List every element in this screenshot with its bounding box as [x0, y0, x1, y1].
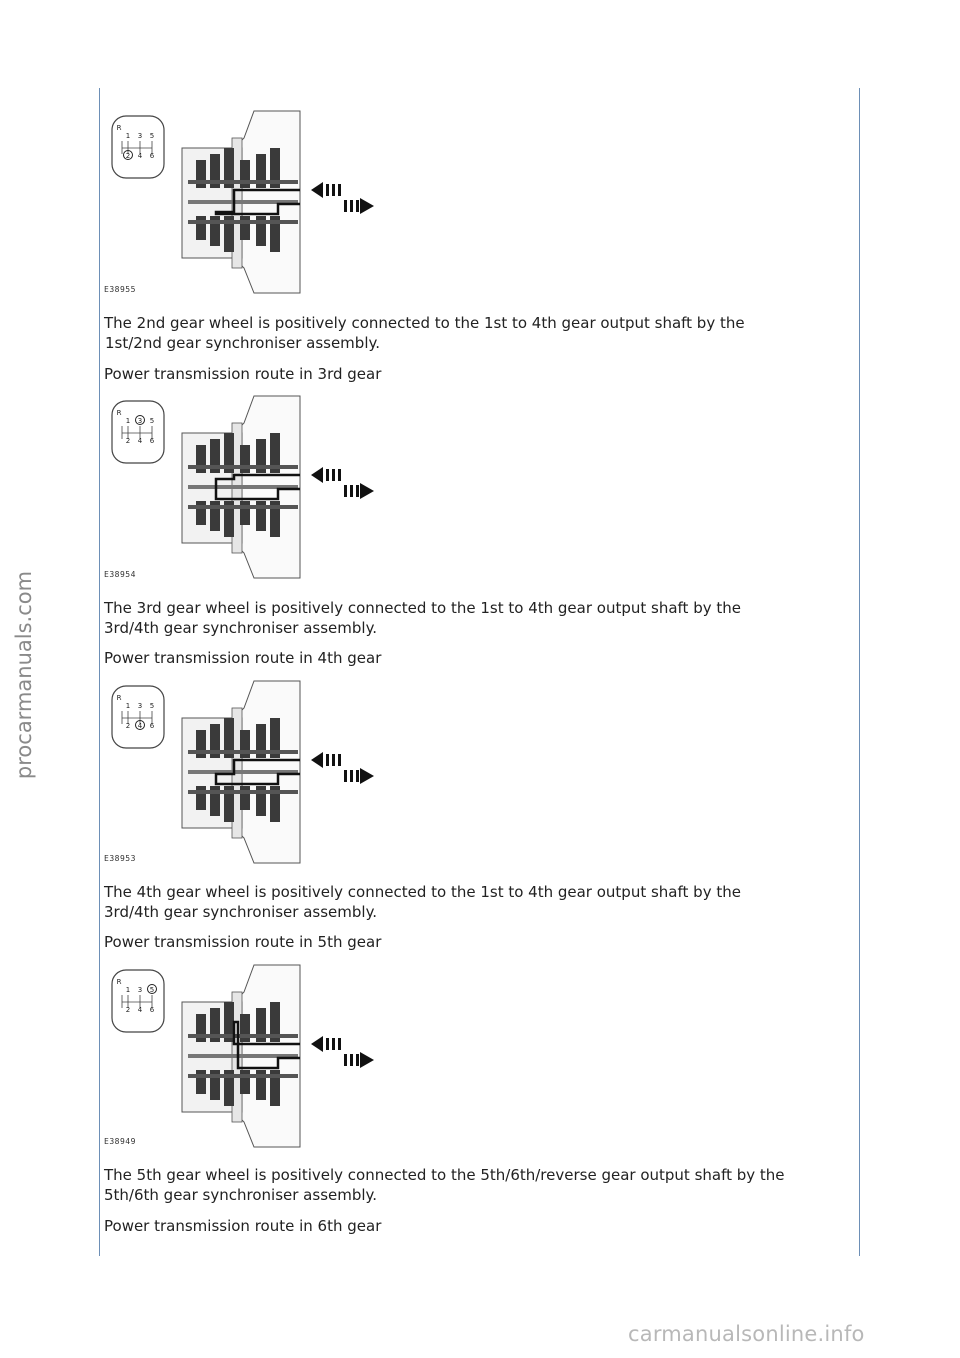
shift-label: 2: [125, 722, 131, 730]
figure-code: E38954: [104, 570, 136, 579]
shift-label: 5: [149, 986, 155, 994]
shift-label: 4: [137, 152, 143, 160]
section-heading: Power transmission route in 3rd gear: [104, 365, 382, 383]
shift-label: 5: [149, 132, 155, 140]
shift-label: 1: [125, 702, 131, 710]
shift-pattern-icon: [112, 401, 164, 463]
power-flow-arrows: [311, 1036, 374, 1068]
shift-label: 6: [149, 152, 155, 160]
shift-label: 1: [125, 986, 131, 994]
power-flow-arrows: [311, 182, 374, 214]
shift-pattern-icon: [112, 116, 164, 178]
shift-label: 6: [149, 722, 155, 730]
gearbox-diagram: [104, 678, 394, 868]
shift-label: 6: [149, 437, 155, 445]
shift-label: R: [116, 124, 122, 132]
gearbox-figure-3rd: [104, 393, 394, 583]
shift-label: 2: [125, 1006, 131, 1014]
side-watermark: procarmanuals.com: [12, 570, 36, 780]
shift-label: 1: [125, 417, 131, 425]
power-flow-arrows: [311, 752, 374, 784]
gearbox-figure-5th: [104, 962, 394, 1152]
gearbox-diagram: [104, 962, 394, 1152]
gearbox-figure-2nd: [104, 108, 394, 298]
left-margin-rule: [99, 88, 100, 1256]
shift-label: 5: [149, 417, 155, 425]
shift-label: 6: [149, 1006, 155, 1014]
figure-code: E38949: [104, 1137, 136, 1146]
shift-label: 3: [137, 417, 143, 425]
shift-label: 1: [125, 132, 131, 140]
shift-label: 4: [137, 722, 143, 730]
shift-label: R: [116, 978, 122, 986]
gearbox-figure-4th: [104, 678, 394, 868]
bottom-watermark: carmanualsonline.info: [628, 1322, 865, 1346]
shift-label: 5: [149, 702, 155, 710]
shift-label: 3: [137, 702, 143, 710]
section-heading: Power transmission route in 6th gear: [104, 1217, 382, 1235]
gearbox-diagram: [104, 393, 394, 583]
figure-code: E38955: [104, 285, 136, 294]
shift-label: 3: [137, 986, 143, 994]
power-flow-arrows: [311, 467, 374, 499]
description-paragraph: The 4th gear wheel is positively connected to the 1st to 4th gear output shaft by the 3rd/4th gear synchroniser assembly.: [104, 883, 741, 921]
description-paragraph: The 5th gear wheel is positively connected to the 5th/6th/reverse gear output shaft by the 5th/6th gear synchroniser assembly.: [104, 1166, 785, 1204]
figure-code: E38953: [104, 854, 136, 863]
shift-label: 2: [125, 152, 131, 160]
shift-label: R: [116, 694, 122, 702]
shift-pattern-icon: [112, 686, 164, 748]
shift-label: 2: [125, 437, 131, 445]
shift-label: 3: [137, 132, 143, 140]
section-heading: Power transmission route in 5th gear: [104, 933, 382, 951]
description-paragraph: The 3rd gear wheel is positively connected to the 1st to 4th gear output shaft by the 3rd/4th gear synchroniser assembly.: [104, 599, 741, 637]
right-margin-rule: [859, 88, 860, 1256]
shift-pattern-icon: [112, 970, 164, 1032]
gearbox-diagram: [104, 108, 394, 298]
shift-label: 4: [137, 1006, 143, 1014]
section-heading: Power transmission route in 4th gear: [104, 649, 382, 667]
description-paragraph: The 2nd gear wheel is positively connected to the 1st to 4th gear output shaft by the 1st/2nd gear synchroniser assembly.: [104, 314, 745, 352]
shift-label: R: [116, 409, 122, 417]
shift-label: 4: [137, 437, 143, 445]
